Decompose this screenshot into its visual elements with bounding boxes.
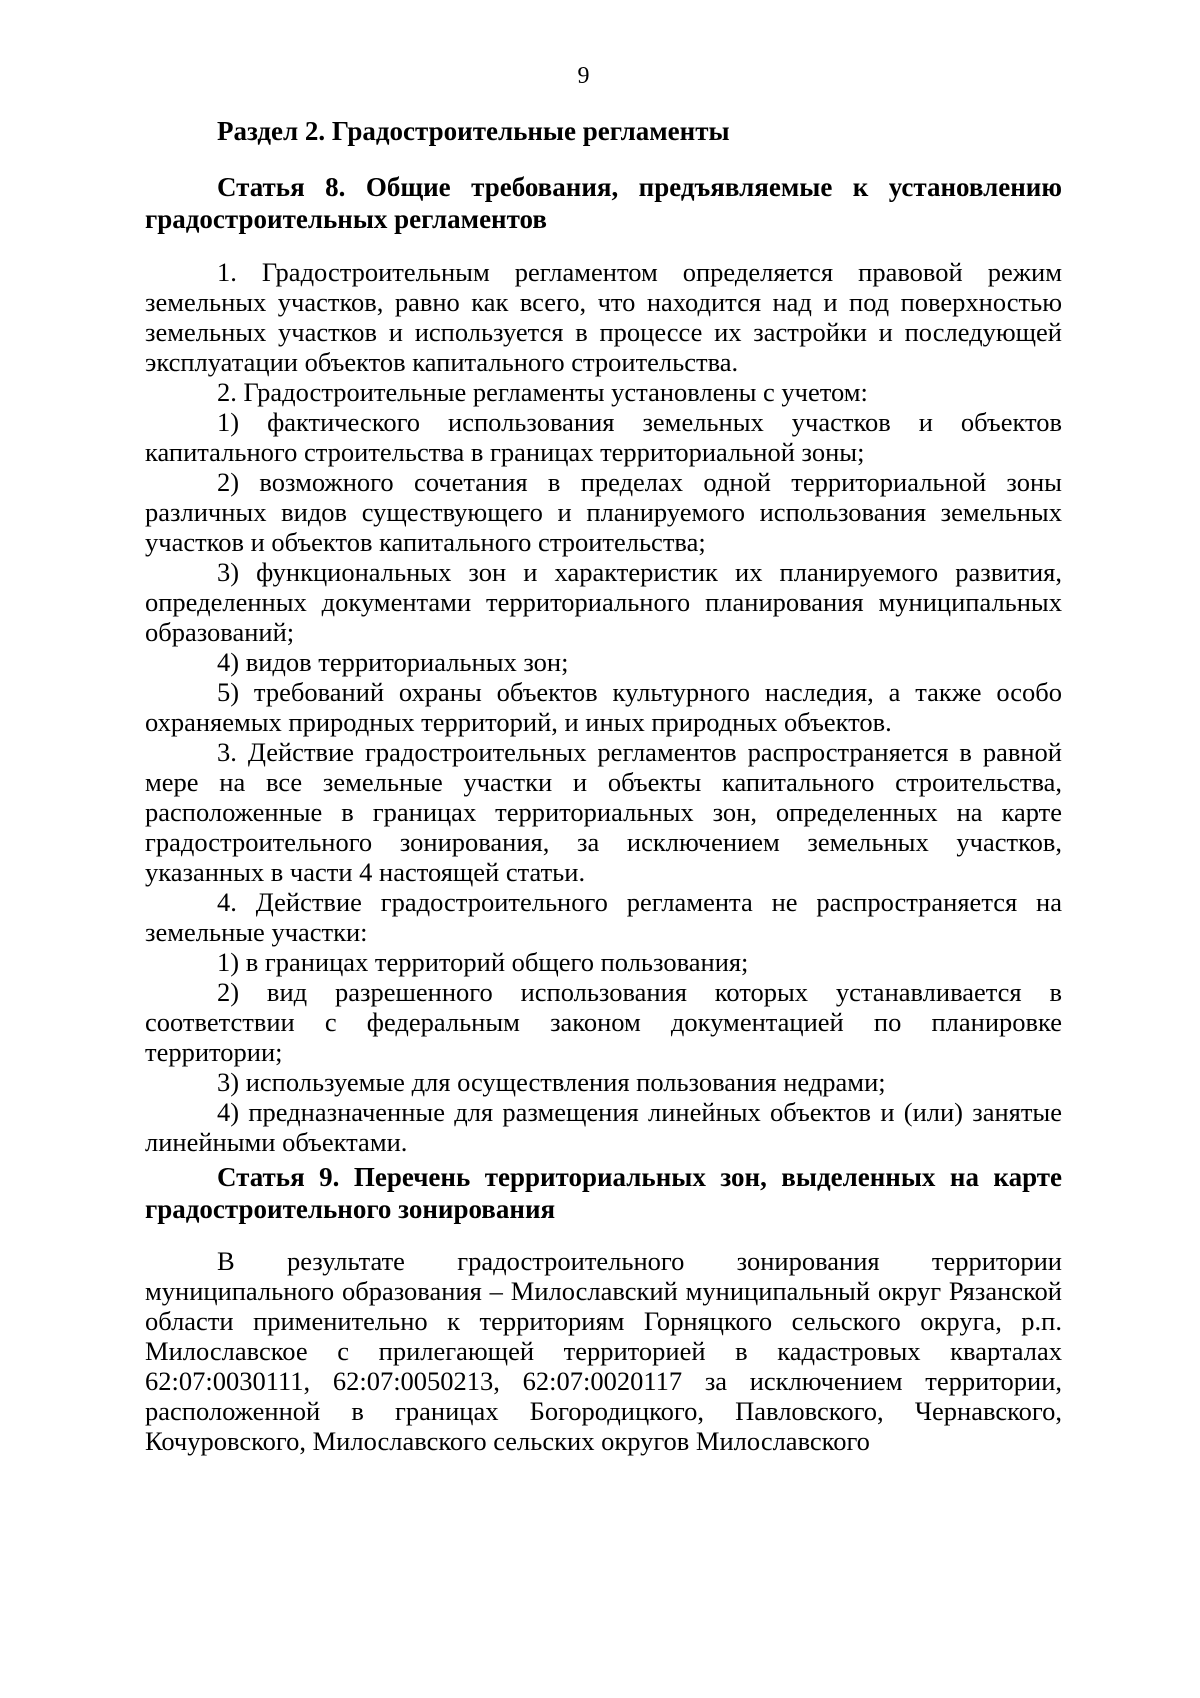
article-9-paragraph-1: В результате градостроительного зонирования территории муниципального образования – Милославский муниципальный округ Рязанской области применительно к территориям Горняцкого сельского округа, р.п. Милославское с прилегающей территорией в кадастровых кварталах 62:07:0030111, 62:07:0050213, 62:07:0020117 за исключением территории, расположенной в границах Богородицкого, Павловского, Чернавского, Кочуровского, Милославского сельских округов Милославского	[145, 1246, 1062, 1456]
article-8-exclusion-item-4: 4) предназначенные для размещения линейных объектов и (или) занятые линейными объектами.	[145, 1097, 1062, 1157]
article-8-exclusion-item-2: 2) вид разрешенного использования которых устанавливается в соответствии с федеральным законом документацией по планировке территории;	[145, 977, 1062, 1067]
article-8-title: Статья 8. Общие требования, предъявляемые к установлению градостроительных регламентов	[145, 172, 1062, 234]
article-8-list-item-4: 4) видов территориальных зон;	[217, 647, 569, 677]
article-8-paragraph-4: 4. Действие градостроительного регламента не распространяется на земельные участки:	[145, 887, 1062, 947]
article-9-title: Статья 9. Перечень территориальных зон, выделенных на карте градостроительного зонирования	[145, 1162, 1062, 1224]
article-8-paragraph-2: 2. Градостроительные регламенты установлены с учетом:	[217, 377, 868, 407]
article-8-list-item-2: 2) возможного сочетания в пределах одной территориальной зоны различных видов существующего и планируемого использования земельных участков и объектов капитального строительства;	[145, 467, 1062, 557]
section-title: Раздел 2. Градостроительные регламенты	[217, 116, 730, 146]
article-9-body	[145, 1246, 1062, 1456]
article-8-list-item-5: 5) требований охраны объектов культурного наследия, а также особо охраняемых природных территорий, и иных природных объектов.	[145, 677, 1062, 737]
page-number: 9	[577, 63, 590, 89]
article-8-list-item-1: 1) фактического использования земельных участков и объектов капитального строительства в границах территориальной зоны;	[145, 407, 1062, 467]
article-8-exclusion-item-1: 1) в границах территорий общего пользования;	[217, 947, 749, 977]
article-8-body	[145, 257, 1062, 1157]
article-8-list-item-3: 3) функциональных зон и характеристик их планируемого развития, определенных документами территориального планирования муниципальных образований;	[145, 557, 1062, 647]
article-8-paragraph-1: 1. Градостроительным регламентом определяется правовой режим земельных участков, равно как всего, что находится над и под поверхностью земельных участков и используется в процессе их застройки и последующей эксплуатации объектов капитального строительства.	[145, 257, 1062, 377]
article-8-exclusion-item-3: 3) используемые для осуществления пользования недрами;	[217, 1067, 886, 1097]
article-8-paragraph-3: 3. Действие градостроительных регламентов распространяется в равной мере на все земельные участки и объекты капитального строительства, расположенные в границах территориальных зон, определенных на карте градостроительного зонирования, за исключением земельных участков, указанных в части 4 настоящей статьи.	[145, 737, 1062, 887]
